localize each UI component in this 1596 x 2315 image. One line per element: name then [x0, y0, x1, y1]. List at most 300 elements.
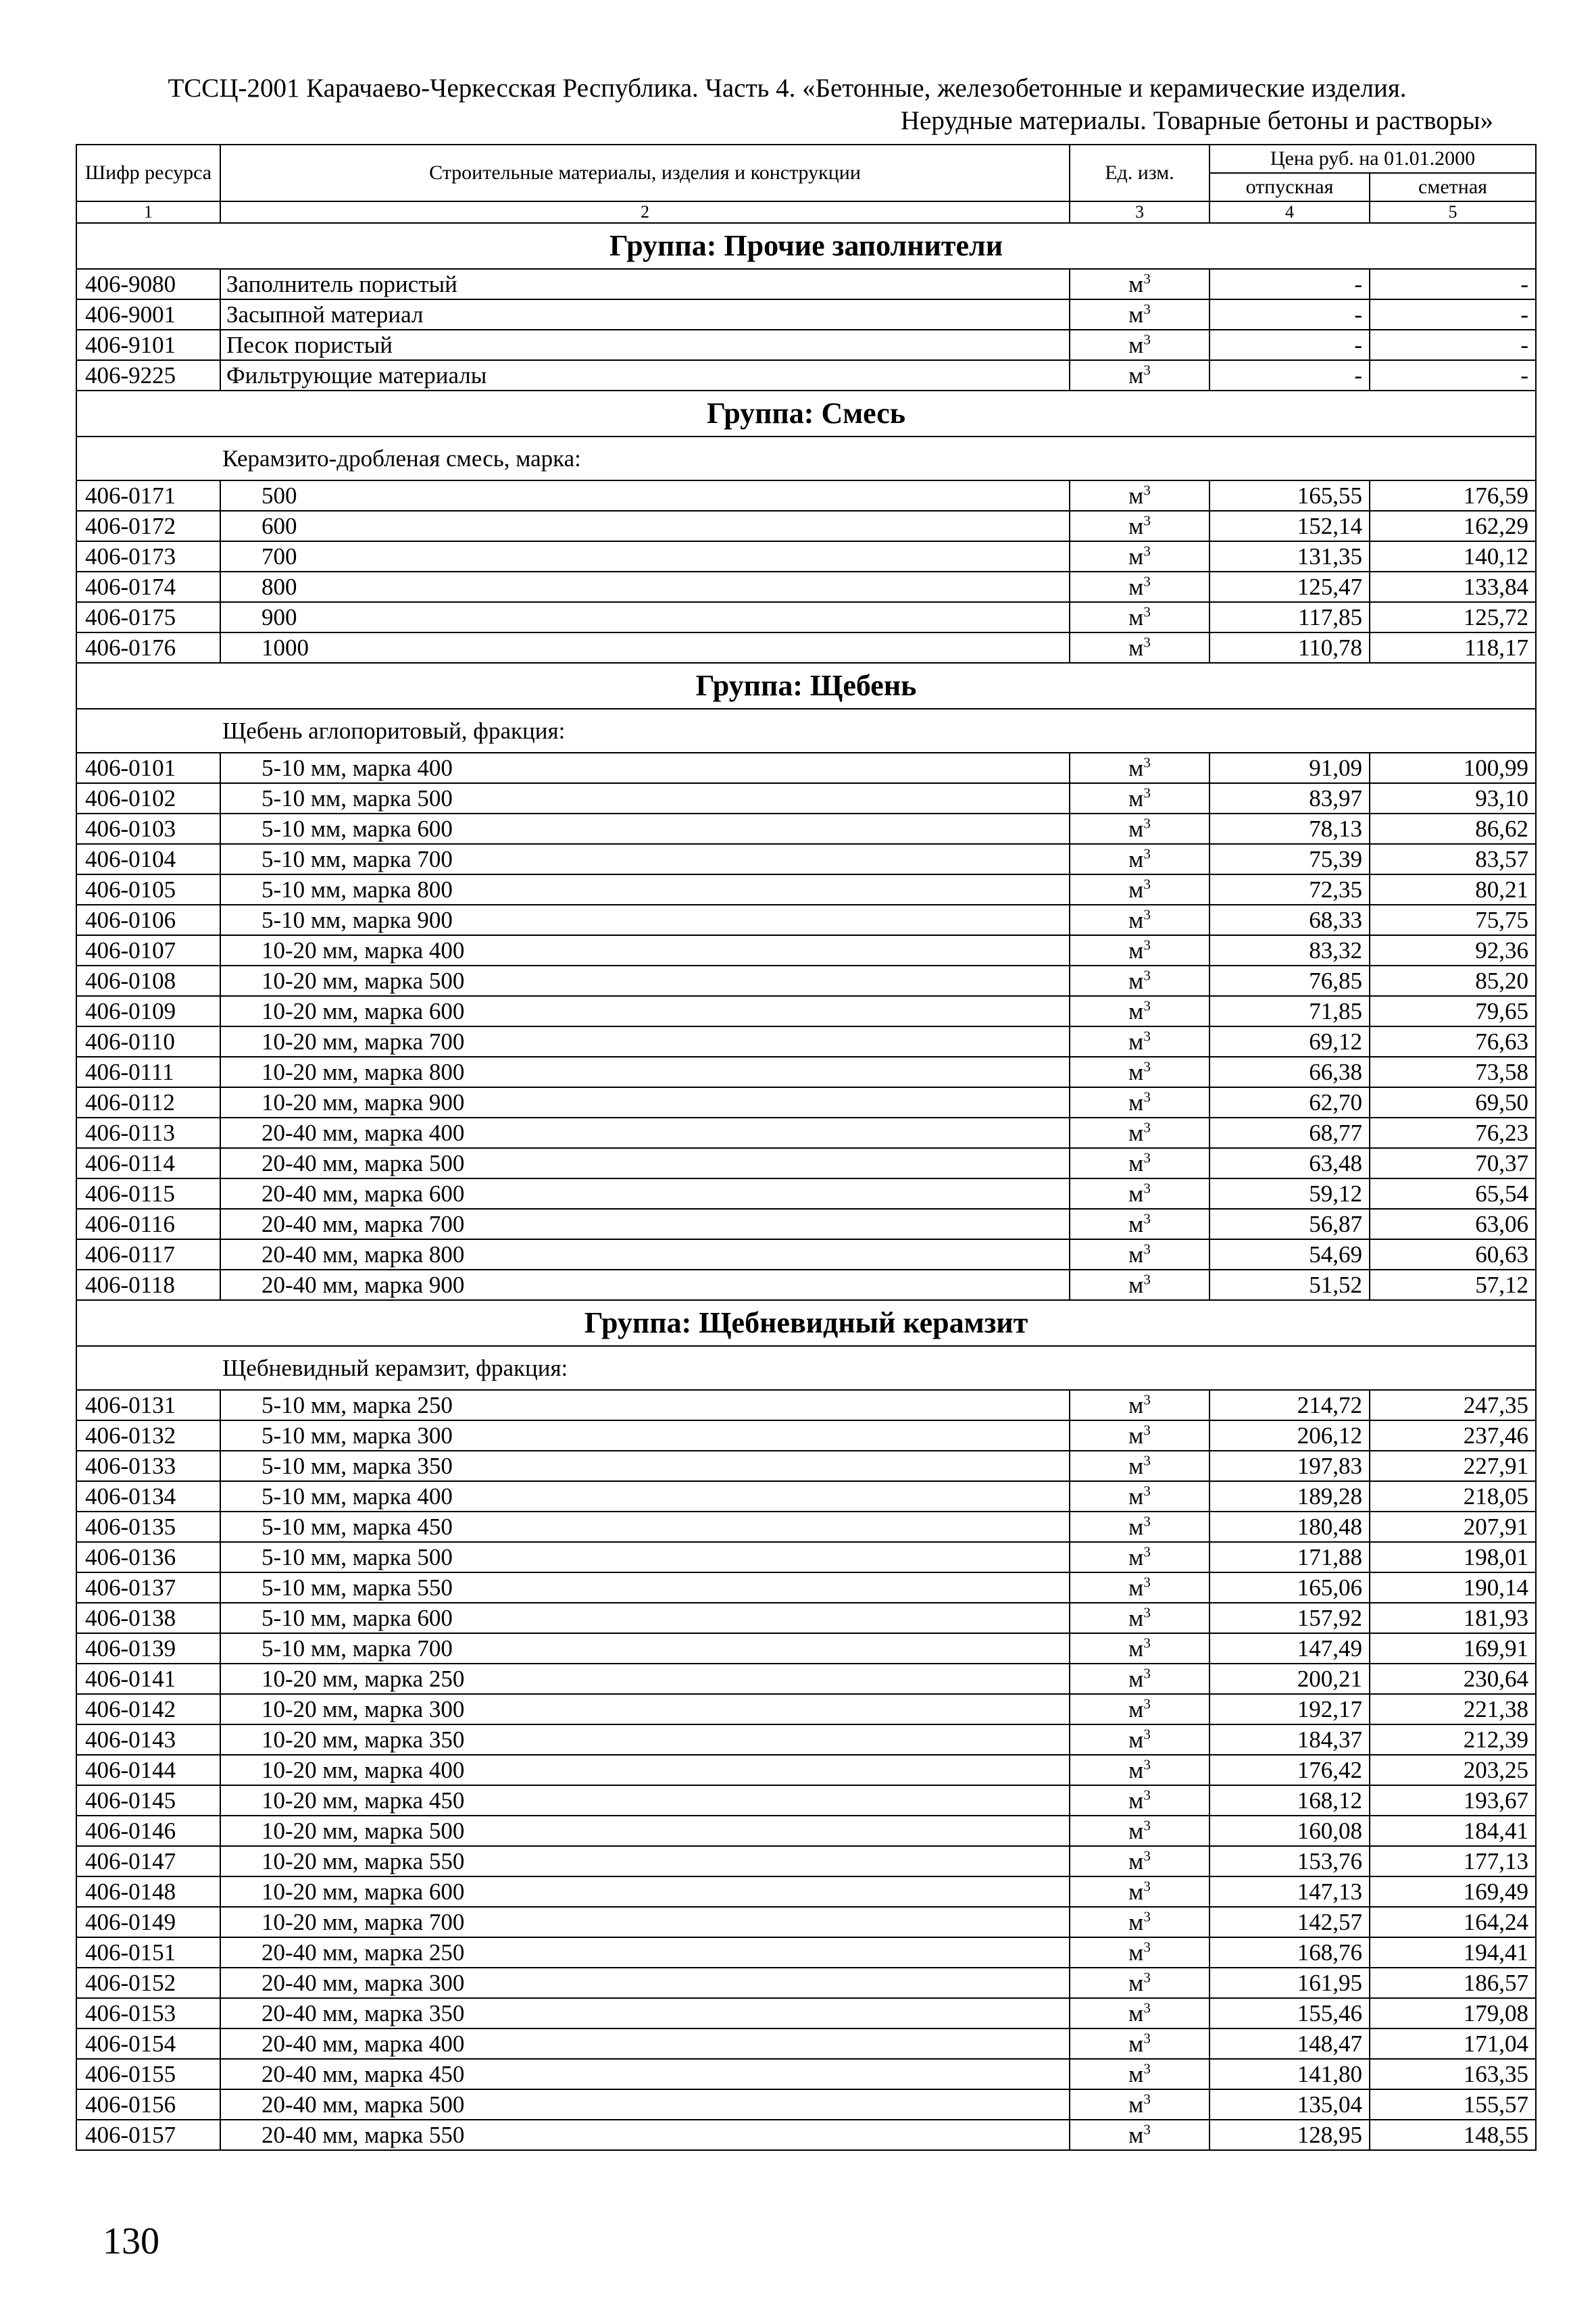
material-name: 20-40 мм, марка 900	[220, 1270, 1070, 1300]
estimate-price: 181,93	[1370, 1603, 1536, 1633]
unit-power: 3	[1143, 1058, 1151, 1075]
estimate-price: 221,38	[1370, 1694, 1536, 1724]
unit-power: 3	[1143, 785, 1151, 801]
resource-code: 406-0111	[76, 1057, 220, 1087]
unit-base: м	[1128, 1909, 1144, 1935]
material-name: 500	[220, 480, 1070, 511]
unit-power: 3	[1143, 1391, 1151, 1408]
material-name: 20-40 мм, марка 450	[220, 2059, 1070, 2089]
unit-base: м	[1128, 482, 1144, 509]
resource-code: 406-0112	[76, 1087, 220, 1118]
release-price: 59,12	[1210, 1178, 1370, 1209]
resource-code: 406-0172	[76, 511, 220, 541]
unit-base: м	[1128, 998, 1144, 1024]
material-name: 5-10 мм, марка 550	[220, 1572, 1070, 1603]
estimate-price: 92,36	[1370, 935, 1536, 966]
table-row	[76, 572, 1536, 602]
material-name: 10-20 мм, марка 250	[220, 1664, 1070, 1694]
release-price: 171,88	[1210, 1542, 1370, 1572]
table-row	[76, 602, 1536, 632]
resource-code: 406-0176	[76, 632, 220, 663]
unit-power: 3	[1143, 1908, 1151, 1925]
estimate-price: 163,35	[1370, 2059, 1536, 2089]
unit-base: м	[1128, 1241, 1144, 1268]
release-price: 56,87	[1210, 1209, 1370, 1239]
unit-cell	[1070, 1057, 1210, 1087]
release-price: 110,78	[1210, 632, 1370, 663]
table-row	[76, 1664, 1536, 1694]
unit-base: м	[1128, 1272, 1144, 1298]
estimate-price: 79,65	[1370, 996, 1536, 1026]
unit-base: м	[1128, 634, 1144, 661]
unit-base: м	[1128, 271, 1144, 297]
unit-base: м	[1128, 604, 1144, 630]
unit-cell	[1070, 2120, 1210, 2150]
release-price: 147,13	[1210, 1876, 1370, 1907]
release-price: 157,92	[1210, 1603, 1370, 1633]
estimate-price: 164,24	[1370, 1907, 1536, 1937]
unit-cell	[1070, 1907, 1210, 1937]
release-price: 160,08	[1210, 1816, 1370, 1846]
release-price: -	[1210, 269, 1370, 299]
unit-power: 3	[1143, 1513, 1151, 1530]
table-row	[76, 1846, 1536, 1876]
unit-base: м	[1128, 1028, 1144, 1055]
release-price: 197,83	[1210, 1451, 1370, 1481]
table-row	[76, 1937, 1536, 1968]
material-name: 900	[220, 602, 1070, 632]
unit-base: м	[1128, 1574, 1144, 1601]
material-name: 10-20 мм, марка 600	[220, 996, 1070, 1026]
unit-power: 3	[1143, 1665, 1151, 1682]
col-number: 3	[1070, 201, 1210, 223]
table-row	[76, 874, 1536, 905]
unit-cell	[1070, 2059, 1210, 2089]
table-row	[76, 1178, 1536, 1209]
resource-code: 406-0106	[76, 905, 220, 935]
release-price: -	[1210, 299, 1370, 330]
resource-code: 406-0171	[76, 480, 220, 511]
resource-code: 406-0101	[76, 753, 220, 783]
unit-base: м	[1128, 968, 1144, 994]
release-price: 62,70	[1210, 1087, 1370, 1118]
table-row	[76, 1209, 1536, 1239]
material-name: 800	[220, 572, 1070, 602]
material-name: 10-20 мм, марка 600	[220, 1876, 1070, 1907]
col-number: 5	[1370, 201, 1536, 223]
unit-cell	[1070, 814, 1210, 844]
estimate-price: 85,20	[1370, 966, 1536, 996]
table-row	[76, 1572, 1536, 1603]
release-price: 135,04	[1210, 2089, 1370, 2120]
unit-cell	[1070, 1937, 1210, 1968]
unit-power: 3	[1143, 331, 1151, 348]
table-row	[76, 299, 1536, 330]
table-row	[76, 2120, 1536, 2150]
table-row	[76, 1724, 1536, 1755]
release-price: 192,17	[1210, 1694, 1370, 1724]
resource-code: 406-0174	[76, 572, 220, 602]
unit-cell	[1070, 1209, 1210, 1239]
material-name: 5-10 мм, марка 400	[220, 753, 1070, 783]
unit-cell	[1070, 269, 1210, 299]
resource-code: 406-0141	[76, 1664, 220, 1694]
unit-power: 3	[1143, 543, 1151, 559]
unit-cell	[1070, 1785, 1210, 1816]
release-price: 83,32	[1210, 935, 1370, 966]
estimate-price: 169,91	[1370, 1633, 1536, 1664]
table-row	[76, 330, 1536, 360]
release-price: 152,14	[1210, 511, 1370, 541]
table-row	[76, 1148, 1536, 1178]
material-name: 10-20 мм, марка 350	[220, 1724, 1070, 1755]
unit-base: м	[1128, 1605, 1144, 1631]
unit-base: м	[1128, 332, 1144, 358]
resource-code: 406-0105	[76, 874, 220, 905]
unit-cell	[1070, 480, 1210, 511]
unit-base: м	[1128, 2061, 1144, 2087]
release-price: 141,80	[1210, 2059, 1370, 2089]
col-header-release-price: отпускная	[1210, 173, 1370, 201]
unit-cell	[1070, 2028, 1210, 2059]
unit-cell	[1070, 572, 1210, 602]
unit-base: м	[1128, 1120, 1144, 1146]
table-header	[76, 145, 1536, 223]
unit-base: м	[1128, 1696, 1144, 1722]
unit-base: м	[1128, 1150, 1144, 1176]
resource-code: 406-0173	[76, 541, 220, 572]
material-name: 20-40 мм, марка 400	[220, 1118, 1070, 1148]
col-number: 4	[1210, 201, 1370, 223]
estimate-price: 171,04	[1370, 2028, 1536, 2059]
estimate-price: -	[1370, 360, 1536, 391]
unit-cell	[1070, 874, 1210, 905]
table-row	[76, 1816, 1536, 1846]
material-name: 5-10 мм, марка 300	[220, 1420, 1070, 1451]
material-name: Засыпной материал	[220, 299, 1070, 330]
group-row	[76, 223, 1536, 269]
unit-power: 3	[1143, 2060, 1151, 2077]
unit-power: 3	[1143, 1787, 1151, 1803]
material-name: 10-20 мм, марка 500	[220, 966, 1070, 996]
unit-power: 3	[1143, 1271, 1151, 1288]
table-row	[76, 1451, 1536, 1481]
estimate-price: 86,62	[1370, 814, 1536, 844]
estimate-price: -	[1370, 330, 1536, 360]
release-price: 66,38	[1210, 1057, 1370, 1087]
table-row	[76, 2028, 1536, 2059]
material-name: Песок пористый	[220, 330, 1070, 360]
unit-power: 3	[1143, 1604, 1151, 1621]
unit-power: 3	[1143, 1847, 1151, 1864]
release-price: 214,72	[1210, 1390, 1370, 1420]
resource-code: 406-0147	[76, 1846, 220, 1876]
unit-cell	[1070, 1178, 1210, 1209]
estimate-price: 237,46	[1370, 1420, 1536, 1451]
subgroup-row	[76, 437, 1536, 480]
table-row	[76, 1603, 1536, 1633]
release-price: 206,12	[1210, 1420, 1370, 1451]
table-row	[76, 269, 1536, 299]
table-row	[76, 1633, 1536, 1664]
estimate-price: 190,14	[1370, 1572, 1536, 1603]
unit-power: 3	[1143, 754, 1151, 771]
estimate-price: 193,67	[1370, 1785, 1536, 1816]
resource-code: 406-0151	[76, 1937, 220, 1968]
unit-base: м	[1128, 1089, 1144, 1116]
unit-cell	[1070, 632, 1210, 663]
unit-base: м	[1128, 543, 1144, 570]
unit-power: 3	[1143, 1028, 1151, 1045]
resource-code: 406-0144	[76, 1755, 220, 1785]
estimate-price: 60,63	[1370, 1239, 1536, 1270]
unit-power: 3	[1143, 967, 1151, 984]
table-row	[76, 632, 1536, 663]
unit-cell	[1070, 1572, 1210, 1603]
unit-power: 3	[1143, 1756, 1151, 1773]
release-price: 71,85	[1210, 996, 1370, 1026]
resource-code: 406-0154	[76, 2028, 220, 2059]
release-price: 131,35	[1210, 541, 1370, 572]
table-row	[76, 844, 1536, 874]
unit-base: м	[1128, 1483, 1144, 1510]
resource-code: 406-0109	[76, 996, 220, 1026]
estimate-price: 100,99	[1370, 753, 1536, 783]
resource-code: 406-0117	[76, 1239, 220, 1270]
resource-code: 406-0131	[76, 1390, 220, 1420]
table-row	[76, 1998, 1536, 2028]
subgroup-row	[76, 709, 1536, 753]
unit-power: 3	[1143, 1452, 1151, 1469]
release-price: 68,33	[1210, 905, 1370, 935]
unit-cell	[1070, 1148, 1210, 1178]
unit-power: 3	[1143, 573, 1151, 590]
estimate-price: 83,57	[1370, 844, 1536, 874]
unit-cell	[1070, 1481, 1210, 1512]
unit-base: м	[1128, 2091, 1144, 2118]
release-price: 184,37	[1210, 1724, 1370, 1755]
material-name: 20-40 мм, марка 400	[220, 2028, 1070, 2059]
table-row	[76, 480, 1536, 511]
unit-base: м	[1128, 1757, 1144, 1783]
unit-base: м	[1128, 1635, 1144, 1662]
col-header-unit: Ед. изм.	[1070, 145, 1210, 201]
resource-code: 406-0156	[76, 2089, 220, 2120]
resource-code: 406-9101	[76, 330, 220, 360]
resource-code: 406-0137	[76, 1572, 220, 1603]
resource-code: 406-0103	[76, 814, 220, 844]
material-name: 5-10 мм, марка 600	[220, 814, 1070, 844]
table-row	[76, 1694, 1536, 1724]
material-name: 20-40 мм, марка 300	[220, 1968, 1070, 1998]
material-name: 5-10 мм, марка 700	[220, 1633, 1070, 1664]
unit-power: 3	[1143, 1241, 1151, 1258]
estimate-price: 207,91	[1370, 1512, 1536, 1542]
resource-code: 406-0153	[76, 1998, 220, 2028]
release-price: 54,69	[1210, 1239, 1370, 1270]
unit-cell	[1070, 1390, 1210, 1420]
unit-cell	[1070, 602, 1210, 632]
estimate-price: 247,35	[1370, 1390, 1536, 1420]
unit-power: 3	[1143, 1180, 1151, 1197]
material-name: 10-20 мм, марка 450	[220, 1785, 1070, 1816]
release-price: 75,39	[1210, 844, 1370, 874]
release-price: 148,47	[1210, 2028, 1370, 2059]
material-name: 10-20 мм, марка 900	[220, 1087, 1070, 1118]
release-price: 69,12	[1210, 1026, 1370, 1057]
unit-base: м	[1128, 876, 1144, 903]
unit-base: м	[1128, 1392, 1144, 1418]
resource-code: 406-0157	[76, 2120, 220, 2150]
unit-power: 3	[1143, 1878, 1151, 1895]
unit-cell	[1070, 1724, 1210, 1755]
release-price: 142,57	[1210, 1907, 1370, 1937]
estimate-price: 230,64	[1370, 1664, 1536, 1694]
material-name: 5-10 мм, марка 600	[220, 1603, 1070, 1633]
unit-base: м	[1128, 513, 1144, 539]
table-row	[76, 783, 1536, 814]
material-name: 1000	[220, 632, 1070, 663]
unit-cell	[1070, 1664, 1210, 1694]
release-price: 128,95	[1210, 2120, 1370, 2150]
col-header-estimate-price: сметная	[1370, 173, 1536, 201]
price-table-container	[76, 144, 1535, 2151]
unit-power: 3	[1143, 1149, 1151, 1166]
resource-code: 406-0139	[76, 1633, 220, 1664]
table-row	[76, 1026, 1536, 1057]
estimate-price: 76,23	[1370, 1118, 1536, 1148]
unit-power: 3	[1143, 1422, 1151, 1439]
group-title: Группа: Щебень	[76, 663, 1536, 709]
table-row	[76, 1785, 1536, 1816]
release-price: 63,48	[1210, 1148, 1370, 1178]
unit-power: 3	[1143, 512, 1151, 529]
unit-cell	[1070, 1846, 1210, 1876]
estimate-price: 73,58	[1370, 1057, 1536, 1087]
col-header-code: Шифр ресурса	[76, 145, 220, 201]
estimate-price: 169,49	[1370, 1876, 1536, 1907]
table-row	[76, 1239, 1536, 1270]
material-name: 20-40 мм, марка 550	[220, 2120, 1070, 2150]
resource-code: 406-0114	[76, 1148, 220, 1178]
unit-cell	[1070, 2089, 1210, 2120]
table-row	[76, 753, 1536, 783]
release-price: 68,77	[1210, 1118, 1370, 1148]
resource-code: 406-0143	[76, 1724, 220, 1755]
unit-power: 3	[1143, 2091, 1151, 2108]
unit-base: м	[1128, 937, 1144, 964]
unit-cell	[1070, 1026, 1210, 1057]
resource-code: 406-9080	[76, 269, 220, 299]
estimate-price: 155,57	[1370, 2089, 1536, 2120]
estimate-price: 65,54	[1370, 1178, 1536, 1209]
col-number: 1	[76, 201, 220, 223]
unit-power: 3	[1143, 1119, 1151, 1136]
unit-base: м	[1128, 2122, 1144, 2148]
unit-base: м	[1128, 785, 1144, 812]
estimate-price: 184,41	[1370, 1816, 1536, 1846]
group-row	[76, 663, 1536, 709]
table-row	[76, 1542, 1536, 1572]
unit-cell	[1070, 360, 1210, 391]
unit-power: 3	[1143, 362, 1151, 378]
resource-code: 406-0135	[76, 1512, 220, 1542]
material-name: 5-10 мм, марка 400	[220, 1481, 1070, 1512]
unit-base: м	[1128, 816, 1144, 842]
unit-power: 3	[1143, 270, 1151, 287]
release-price: 72,35	[1210, 874, 1370, 905]
material-name: 5-10 мм, марка 700	[220, 844, 1070, 874]
unit-power: 3	[1143, 997, 1151, 1014]
table-row	[76, 1270, 1536, 1300]
estimate-price: 76,63	[1370, 1026, 1536, 1057]
material-name: Фильтрующие материалы	[220, 360, 1070, 391]
release-price: 168,76	[1210, 1937, 1370, 1968]
unit-base: м	[1128, 574, 1144, 600]
unit-power: 3	[1143, 906, 1151, 923]
resource-code: 406-0104	[76, 844, 220, 874]
unit-power: 3	[1143, 815, 1151, 832]
table-row	[76, 1118, 1536, 1148]
resource-code: 406-0136	[76, 1542, 220, 1572]
release-price: -	[1210, 330, 1370, 360]
estimate-price: 179,08	[1370, 1998, 1536, 2028]
table-body	[76, 223, 1536, 2150]
release-price: 189,28	[1210, 1481, 1370, 1512]
material-name: 10-20 мм, марка 400	[220, 935, 1070, 966]
unit-power: 3	[1143, 482, 1151, 499]
unit-power: 3	[1143, 1635, 1151, 1651]
material-name: 20-40 мм, марка 600	[220, 1178, 1070, 1209]
release-price: 165,06	[1210, 1572, 1370, 1603]
unit-base: м	[1128, 1970, 1144, 1996]
unit-base: м	[1128, 2000, 1144, 2026]
estimate-price: 148,55	[1370, 2120, 1536, 2150]
unit-cell	[1070, 753, 1210, 783]
material-name: 5-10 мм, марка 500	[220, 783, 1070, 814]
unit-base: м	[1128, 1787, 1144, 1814]
unit-base: м	[1128, 1726, 1144, 1753]
estimate-price: 125,72	[1370, 602, 1536, 632]
unit-cell	[1070, 996, 1210, 1026]
estimate-price: 80,21	[1370, 874, 1536, 905]
page-number: 130	[103, 2220, 159, 2262]
unit-base: м	[1128, 1818, 1144, 1844]
table-row	[76, 1057, 1536, 1087]
material-name: 20-40 мм, марка 500	[220, 2089, 1070, 2120]
estimate-price: 93,10	[1370, 783, 1536, 814]
resource-code: 406-0113	[76, 1118, 220, 1148]
unit-power: 3	[1143, 1210, 1151, 1227]
unit-cell	[1070, 1239, 1210, 1270]
table-row	[76, 1390, 1536, 1420]
group-row	[76, 391, 1536, 437]
material-name: 10-20 мм, марка 800	[220, 1057, 1070, 1087]
unit-base: м	[1128, 755, 1144, 781]
resource-code: 406-0148	[76, 1876, 220, 1907]
unit-power: 3	[1143, 1817, 1151, 1834]
unit-cell	[1070, 541, 1210, 572]
estimate-price: 212,39	[1370, 1724, 1536, 1755]
group-title: Группа: Смесь	[76, 391, 1536, 437]
table-row	[76, 1907, 1536, 1937]
unit-cell	[1070, 1603, 1210, 1633]
unit-base: м	[1128, 1211, 1144, 1237]
resource-code: 406-0146	[76, 1816, 220, 1846]
resource-code: 406-0116	[76, 1209, 220, 1239]
resource-code: 406-9225	[76, 360, 220, 391]
unit-base: м	[1128, 2031, 1144, 2057]
